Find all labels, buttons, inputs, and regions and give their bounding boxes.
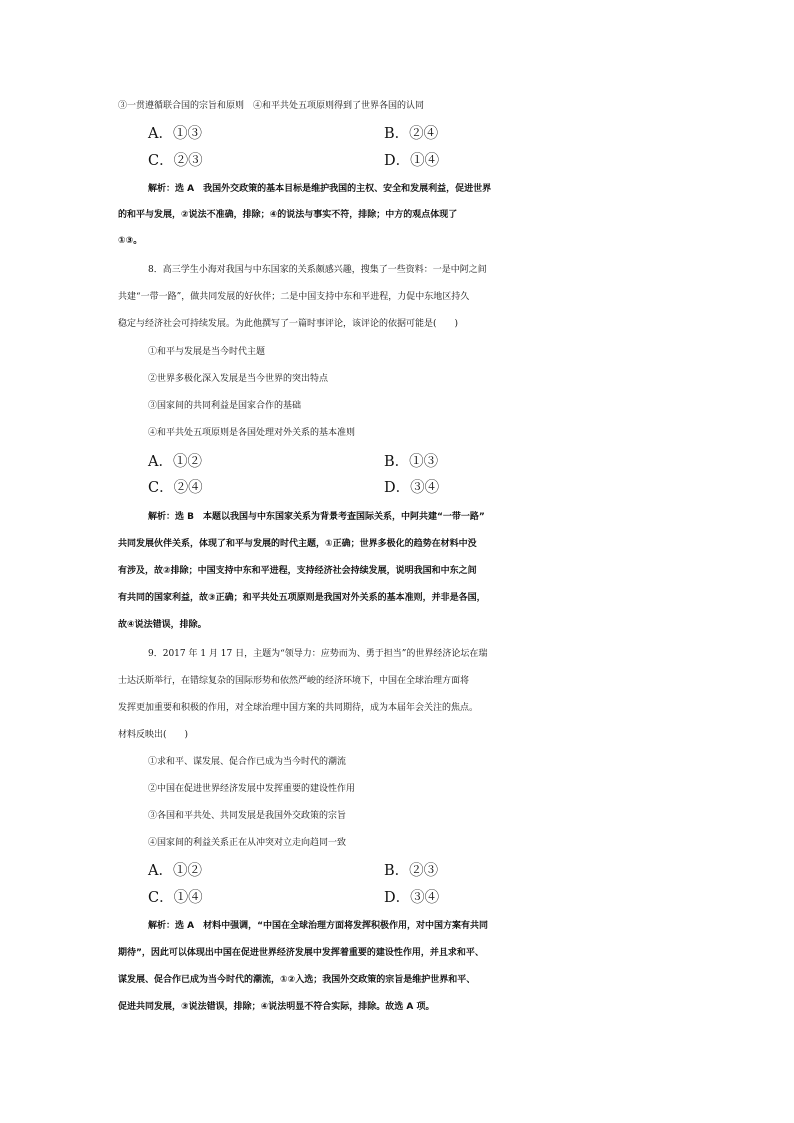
q8-explanation-line-5: 故④说法错误，排除。 [118,620,207,630]
q9-explanation-line-3: 谋发展、促合作已成为当今时代的潮流，①②入选；我国外交政策的宗旨是维护世界和平、 [118,975,476,985]
q7-option-c: C．②③ [148,153,203,169]
q8-item-2: ②世界多极化深入发展是当今世界的突出特点 [148,374,329,384]
q9-stem-line-4: 材料反映出( ) [118,730,189,740]
q9-explanation-line-1: 解析：选 A 材料中强调，“中国在全球治理方面将发挥积极作用，对中国方案有共同 [148,921,489,931]
q8-stem-line-2: 共建“一带一路”，做共同发展的好伙伴；二是中国支持中东和平进程，力促中东地区持久 [118,292,470,302]
q8-explanation-line-1: 解析：选 B 本题以我国与中东国家关系为背景考查国际关系，中阿共建“一带一路” [148,512,485,522]
q9-option-a: A．①② [148,863,202,879]
q8-item-1: ①和平与发展是当今时代主题 [148,347,266,357]
q8-option-c: C．②④ [148,480,203,496]
q7-option-b: B．②④ [384,126,439,142]
q7-explanation-line-2: 的和平与发展，②说法不准确，排除；④的说法与事实不符，排除；中方的观点体现了 [118,210,458,220]
q9-stem-line-3: 发挥更加重要和积极的作用，对全球治理中国方案的共同期待，成为本届年会关注的焦点。 [118,703,479,713]
q9-explanation-line-2: 期待”，因此可以体现出中国在促进世界经济发展中发挥着重要的建设性作用，并且求和平、 [118,948,484,958]
q9-option-d: D．③④ [384,890,440,906]
q9-explanation-line-4: 促进共同发展，③说法错误，排除；④说法明显不符合实际，排除。故选 A 项。 [118,1002,435,1012]
q8-item-3: ③国家间的共同利益是国家合作的基础 [148,401,302,411]
q9-item-4: ④国家间的利益关系正在从冲突对立走向趋同一致 [148,838,347,848]
q8-option-d: D．③④ [384,480,440,496]
q7-option-a: A．①③ [148,126,202,142]
q9-stem-line-1: 9．2017 年 1 月 17 日，主题为“领导力：应势而为、勇于担当”的世界经济论坛在瑞 [148,649,488,659]
q8-explanation-line-3: 有涉及，故②排除；中国支持中东和平进程，支持经济社会持续发展，说明我国和中东之间 [118,566,477,576]
q7-explanation-line-1: 解析：选 A 我国外交政策的基本目标是维护我国的主权、安全和发展利益，促进世界 [148,184,492,194]
q9-item-3: ③各国和平共处、共同发展是我国外交政策的宗旨 [148,811,347,821]
q9-stem-line-2: 士达沃斯举行，在错综复杂的国际形势和依然严峻的经济环境下，中国在全球治理方面将 [118,676,470,686]
q9-item-2: ②中国在促进世界经济发展中发挥重要的建设性作用 [148,784,356,794]
q8-stem-line-1: 8．高三学生小海对我国与中东国家的关系颇感兴趣，搜集了一些资料：一是中阿之间 [148,265,487,275]
q9-item-1: ①求和平、谋发展、促合作已成为当今时代的潮流 [148,757,347,767]
q8-explanation-line-2: 共同发展伙伴关系，体现了和平与发展的时代主题，①正确；世界多极化的趋势在材料中没 [118,539,477,549]
q7-explanation-line-3: ①③。 [118,236,143,246]
q8-option-a: A．①② [148,454,202,470]
q8-item-4: ④和平共处五项原则是各国处理对外关系的基本准则 [148,428,356,438]
q7-option-d: D．①④ [384,153,440,169]
q8-explanation-line-4: 有共同的国家利益，故③正确；和平共处五项原则是我国对外关系的基本准则，并非是各国， [118,593,486,603]
q7-item-line: ③一贯遵循联合国的宗旨和原则 ④和平共处五项原则得到了世界各国的认同 [118,101,425,111]
q9-option-b: B．②③ [384,863,439,879]
q8-option-b: B．①③ [384,454,439,470]
q9-option-c: C．①④ [148,890,203,906]
q8-stem-line-3: 稳定与经济社会可持续发展。为此他撰写了一篇时事评论，该评论的依据可能是( ) [118,319,459,329]
